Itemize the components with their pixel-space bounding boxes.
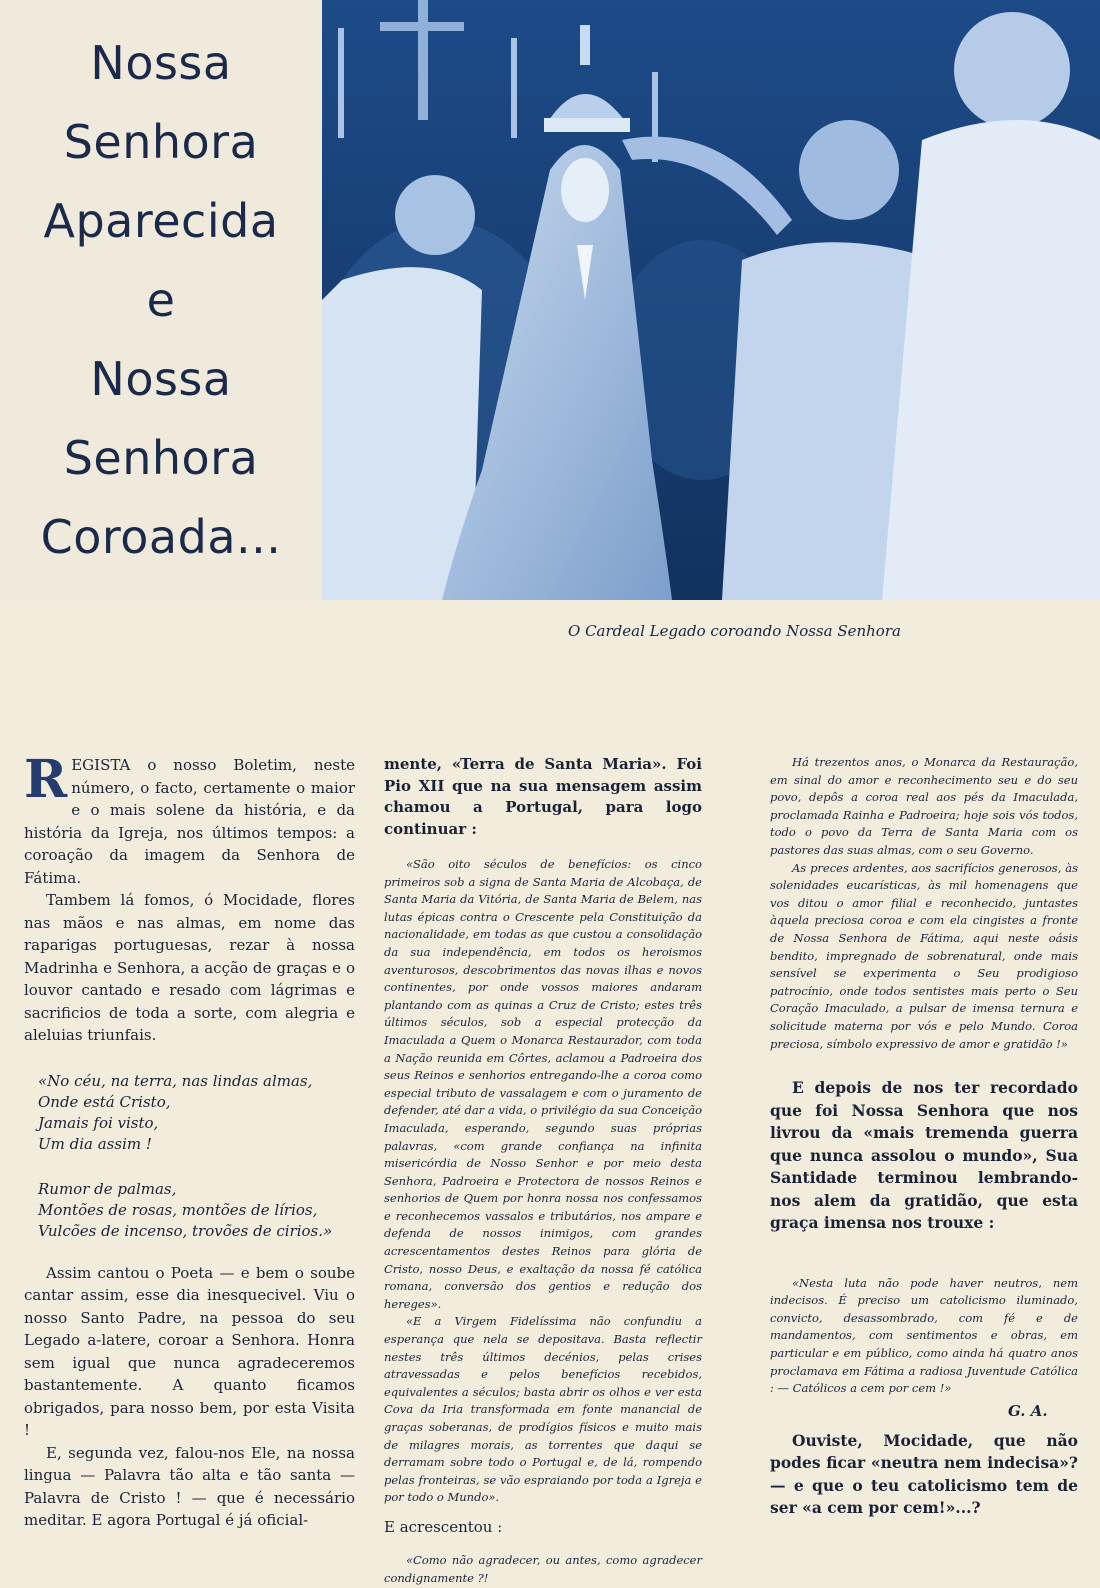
drop-cap: R bbox=[24, 749, 68, 810]
verse-line: Montões de rosas, montões de lírios, bbox=[38, 1200, 318, 1219]
papal-quote: «Como não agradecer, ou antes, como agradecer condignamente ?! bbox=[384, 1553, 702, 1586]
paragraph: Tambem lá fomos, ó Mocidade, flores nas mãos e nas almas, em nome das raparigas portuguesas, rezar à nossa Madrinha e Senhora, a acção de graças e o louvor cantado e resado com lágrimas e sacrificios de toda a sorte, com alegria e aleluias triunfais. bbox=[24, 891, 355, 1044]
paragraph bbox=[24, 749, 355, 889]
papal-quote: «São oito séculos de benefícios: os cinco primeiros sob a signa de Santa Maria de Alcobaça, de Santa Maria da Vitória, de Santa Maria de Belem, nas lutas épicas contra o Crescente pela Constituição da nacionalidade, em todas as que custou a consolidação da sua independência, em todos os heroismos aventurosos, descobrimentos das novas ilhas e novos continentes, por onde vossos maiores andaram plantando com as quinas a Cruz de Cristo; estes três últimos séculos, sob a especial protecção da Imaculada a Quem o Monarca Restaurador, com toda a Nação reunida em Côrtes, aclamou a Padroeira dos seus Reinos e senhorios entregando-lhe a coroa como especial tributo de vassalagem e com o juramento de defender, até dar a vida, o privilégio da sua Conceição Imaculada, esperando, segundo suas próprias palavras, «com grande confiança na infinita misericórdia de Nosso Senhor e por meio desta Senhora, Padroeira e Protectora de nossos Reinos e senhorios de Quem por honra nossa nos confessamos e reconhecemos vassalos e tributários, nos ampare e defenda de nossos inimigos, com grandes acrescentamentos destes Reinos para glória de Cristo, nosso Deus, e exaltação da nossa fé católica romana, conversão dos gentios e redução dos hereges». bbox=[384, 857, 702, 1311]
title-line: e bbox=[146, 272, 176, 327]
papal-quote: «Nesta luta não pode haver neutros, nem indecisos. É preciso um catolicismo iluminado, convicto, desassombrado, com fé e de mandamentos, com sentimentos e obras, em particular e em público, como ainda há quatro anos proclamava em Fátima a radiosa Juventude Católica : — Católicos a cem por cem !» bbox=[770, 1275, 1078, 1396]
title-line: Nossa bbox=[90, 351, 232, 406]
photo-caption: O Cardeal Legado coroando Nossa Senhora bbox=[568, 622, 901, 640]
title-line: Aparecida bbox=[43, 193, 279, 248]
coronation-photo bbox=[322, 0, 1100, 600]
title-line: Nossa bbox=[90, 35, 232, 90]
title-line: Senhora bbox=[63, 430, 259, 485]
verse-line: «No céu, na terra, nas lindas almas, bbox=[38, 1071, 313, 1090]
verse-line: Vulcões de incenso, trovões de cirios.» bbox=[38, 1221, 333, 1240]
paragraph: mente, «Terra de Santa Maria». Foi Pio XII que na sua mensagem assim chamou a Portugal, para logo continuar : bbox=[384, 755, 702, 838]
paragraph: E acrescentou : bbox=[384, 1517, 503, 1536]
papal-quote: Há trezentos anos, o Monarca da Restauração, em sinal do amor e reconhecimento seu e do seu povo, depôs a coroa real aos pés da Imaculada, proclamada Rainha e Padroeira; hoje sois vós todos, todo o povo da Terra de Santa Maria com os pastores das suas almas, com o seu Governo. bbox=[770, 755, 1078, 857]
verse-line: Rumor de palmas, bbox=[38, 1179, 177, 1198]
papal-quote: As preces ardentes, aos sacrifícios generosos, às solenidades eucarísticas, às mil homenagens que vos ditou o amor filial e reconhecido, juntastes àquela preciosa coroa e com ela cingistes a fronte de Nossa Senhora de Fátima, aqui neste oásis bendito, impregnado de sobrenatural, onde mais sensível se experimenta o Seu prodigioso patrocínio, onde todos sentistes mais perto o Seu Coração Imaculado, a pulsar de imensa ternura e solicitude materna por vós e pelo Mundo. Coroa preciosa, símbolo expressivo de amor e gratidão !» bbox=[770, 860, 1078, 1051]
paragraph-text: EGISTA o nosso Boletim, neste número, o facto, certamente o maior e o mais solene da história, e da história da Igreja, nos últimos tempos: a coroação da imagem da Senhora de Fátima. bbox=[24, 756, 355, 887]
verse-line: Onde está Cristo, bbox=[38, 1092, 171, 1111]
author-signature: G. A. bbox=[1008, 1402, 1048, 1420]
title-block bbox=[0, 0, 322, 600]
verse-line: Jamais foi visto, bbox=[38, 1113, 159, 1132]
paragraph: E depois de nos ter recordado que foi Nossa Senhora que nos livrou da «mais tremenda guerra que nunca assolou o mundo», Sua Santidade terminou lembrando-nos alem da gratidão, que esta graça imensa nos trouxe : bbox=[770, 1078, 1078, 1233]
paragraph: Ouviste, Mocidade, que não podes ficar «neutra nem indecisa»? — e que o teu catolicismo tem de ser «a cem por cem!»...? bbox=[770, 1430, 1078, 1518]
title-line: Coroada... bbox=[40, 509, 282, 564]
title-line: Senhora bbox=[63, 114, 259, 169]
poem-stanza-1 bbox=[38, 1071, 355, 1155]
article-column-2 bbox=[384, 754, 702, 1588]
coronation-photo-illustration bbox=[322, 0, 1100, 600]
article-column-1 bbox=[24, 749, 355, 1532]
paragraph: Assim cantou o Poeta — e bem o soube cantar assim, esse dia inesquecivel. Viu o nosso Santo Padre, na pessoa do seu Legado a-latere, coroar a Senhora. Honra sem igual que nunca agradeceremos bastantemente. A quanto ficamos obrigados, para nosso bem, por esta Visita ! bbox=[24, 1263, 355, 1439]
paragraph: E, segunda vez, falou-nos Ele, na nossa lingua — Palavra tão alta e tão santa — Palavra de Cristo ! — que é necessário meditar. E agora Portugal é já oficial- bbox=[24, 1443, 355, 1529]
papal-quote: «E a Virgem Fidelíssima não confundiu a esperança que nela se depositava. Basta reflectir nestes três últimos decénios, pelas crises atravessadas e pelos benefícios recebidos, equivalentes a séculos; basta abrir os olhos e ver esta Cova da Iria transformada em fonte manancial de graças soberanas, de prodígios físicos e muito mais de milagres morais, as torrentes que daqui se derramam sobre todo o Portugal e, de lá, rompendo pelas fronteiras, se vão espraiando por toda a Igreja e por todo o Mundo». bbox=[384, 1314, 702, 1505]
verse-line: Um dia assim ! bbox=[38, 1134, 152, 1153]
poem-stanza-2 bbox=[38, 1179, 355, 1242]
